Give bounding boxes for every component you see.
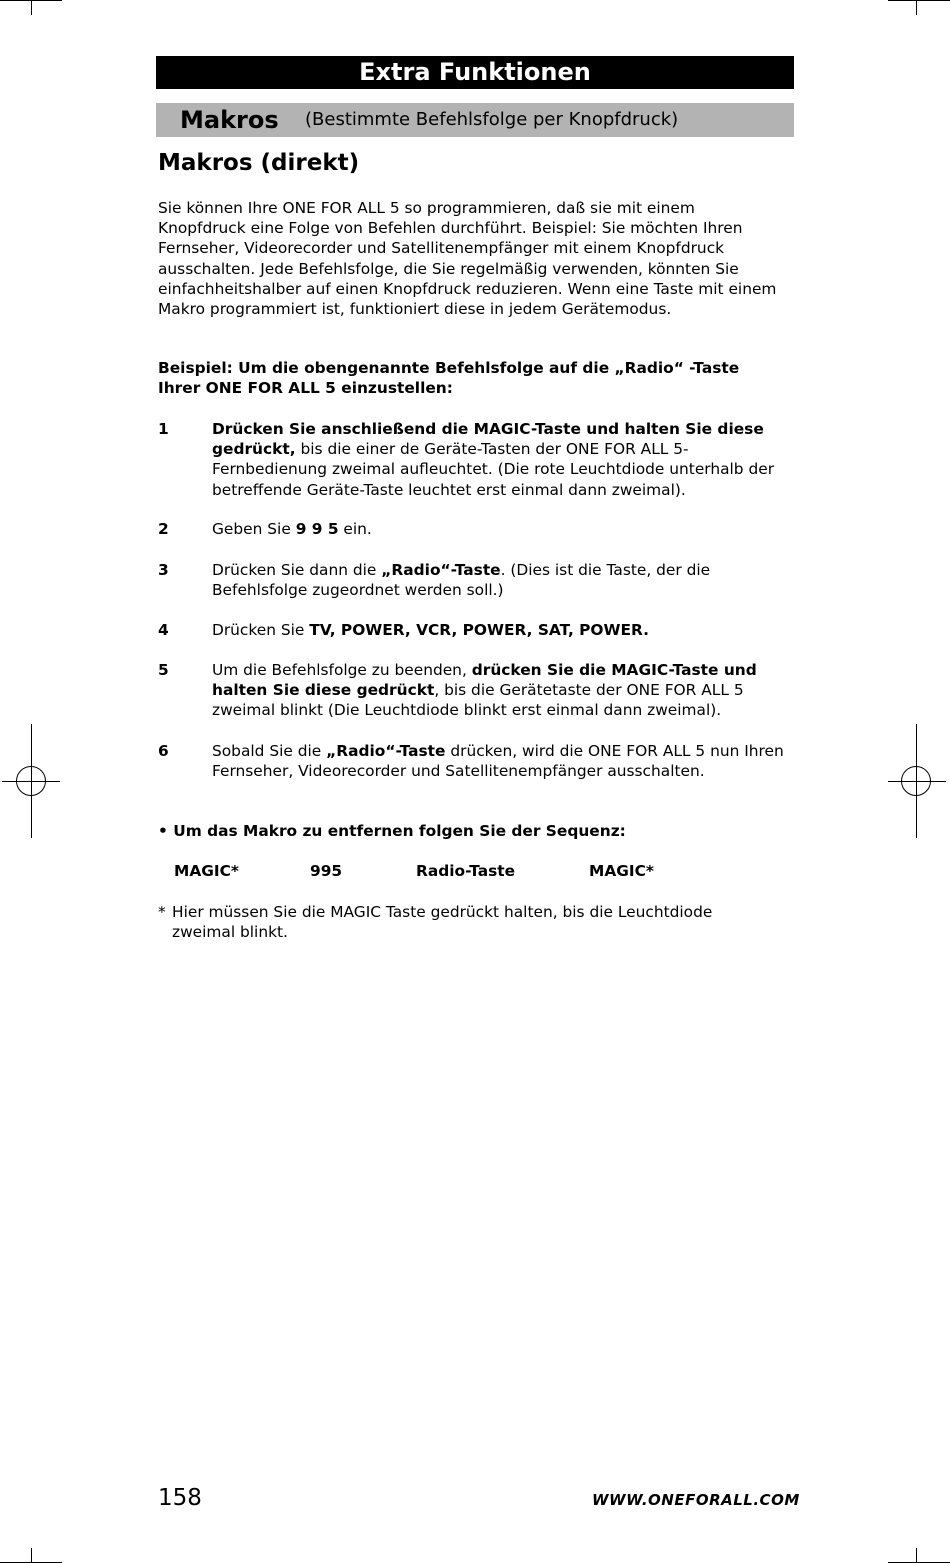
step-number: 2	[158, 520, 169, 538]
step-text: Drücken Sie	[212, 621, 310, 639]
crop-mark	[888, 0, 950, 1]
sequence-step: 995	[310, 862, 343, 880]
intro-paragraph: Sie können Ihre ONE FOR ALL 5 so programmieren, daß sie mit einem Knopfdruck eine Folge von Befehlen durchführt. Beispiel: Sie möchten Ihren Fernseher, Videorecorder und Satellitenempfänger mit einem Knopfdruck ausschalten. Jede Befehlsfolge, die Sie regelmäßig verwenden, könnten Sie einfachheitshalber auf einen Knopfdruck reduzieren. Wenn eine Taste mit einem Makro programmiert ist, funktioniert diese in jedem Gerätemodus.	[158, 199, 777, 319]
sequence-step: MAGIC*	[174, 862, 239, 880]
step-6	[158, 741, 788, 781]
step-text: bis die einer de Geräte-Tasten der ONE FOR ALL 5-Fernbedienung zweimal aufleuchtet. (Die rote Leuchtdiode unterhalb der betreffende Geräte-Taste leuchtet erst einmal dann zweimal).	[212, 440, 775, 499]
page-heading: Makros (direkt)	[158, 150, 360, 176]
step-text: , bis die Gerätetaste der ONE FOR ALL 5 zweimal blinkt (Die Leuchtdiode blinkt erst einmal dann zweimal).	[212, 681, 744, 720]
step-text: Sobald Sie die	[212, 742, 327, 760]
crop-mark	[916, 1548, 917, 1563]
crop-mark	[916, 0, 917, 15]
website-url: WWW.ONEFORALL.COM	[592, 1491, 800, 1509]
section-title: Makros	[180, 106, 279, 134]
step-3	[158, 560, 788, 600]
footnote-marker: *	[158, 903, 166, 921]
chapter-banner: Extra Funktionen	[156, 56, 794, 89]
step-number: 3	[158, 561, 169, 579]
step-bold-text: 9 9 5	[295, 520, 339, 538]
step-bold-text: „Radio“-Taste	[326, 742, 446, 760]
example-heading: Beispiel: Um die obengenannte Befehlsfolge auf die „Radio“ -Taste Ihrer ONE FOR ALL 5 einzustellen:	[158, 359, 740, 398]
crop-mark	[31, 1548, 32, 1563]
crop-mark	[31, 0, 32, 15]
step-bold-text: drücken Sie die MAGIC-Taste und halten Sie diese gedrückt	[212, 661, 757, 700]
page-number: 158	[158, 1485, 202, 1511]
step-1	[158, 419, 788, 500]
step-bold-text: TV, POWER, VCR, POWER, SAT, POWER.	[309, 621, 649, 639]
step-5	[158, 660, 788, 721]
step-bold-text: Drücken Sie anschließend die MAGIC-Taste und halten Sie diese gedrückt,	[212, 420, 764, 459]
section-subtitle: (Bestimmte Befehlsfolge per Knopfdruck)	[305, 109, 679, 130]
step-number: 6	[158, 742, 169, 760]
step-2	[158, 519, 788, 539]
step-number: 5	[158, 661, 169, 679]
step-number: 1	[158, 420, 169, 438]
step-text: ein.	[338, 520, 372, 538]
step-text: Drücken Sie dann die	[212, 561, 382, 579]
step-4	[158, 620, 788, 640]
section-banner	[156, 103, 794, 137]
step-number: 4	[158, 621, 169, 639]
sequence-step: MAGIC*	[589, 862, 654, 880]
step-text: . (Dies ist die Taste, der die Befehlsfolge zugeordnet werden soll.)	[212, 561, 711, 600]
step-text: drücken, wird die ONE FOR ALL 5 nun Ihren Fernseher, Videorecorder und Satellitenempfänger ausschalten.	[212, 742, 784, 781]
remove-macro-heading: • Um das Makro zu entfernen folgen Sie der Sequenz:	[158, 822, 626, 840]
step-text: Um die Befehlsfolge zu beenden,	[212, 661, 472, 679]
footnote	[158, 902, 758, 942]
step-text: Geben Sie	[212, 520, 296, 538]
footnote-text: Hier müssen Sie die MAGIC Taste gedrückt halten, bis die Leuchtdiode zweimal blinkt.	[172, 903, 713, 942]
registration-circle	[16, 766, 46, 796]
registration-circle	[901, 766, 931, 796]
step-bold-text: „Radio“-Taste	[381, 561, 501, 579]
sequence-step: Radio-Taste	[416, 862, 516, 880]
